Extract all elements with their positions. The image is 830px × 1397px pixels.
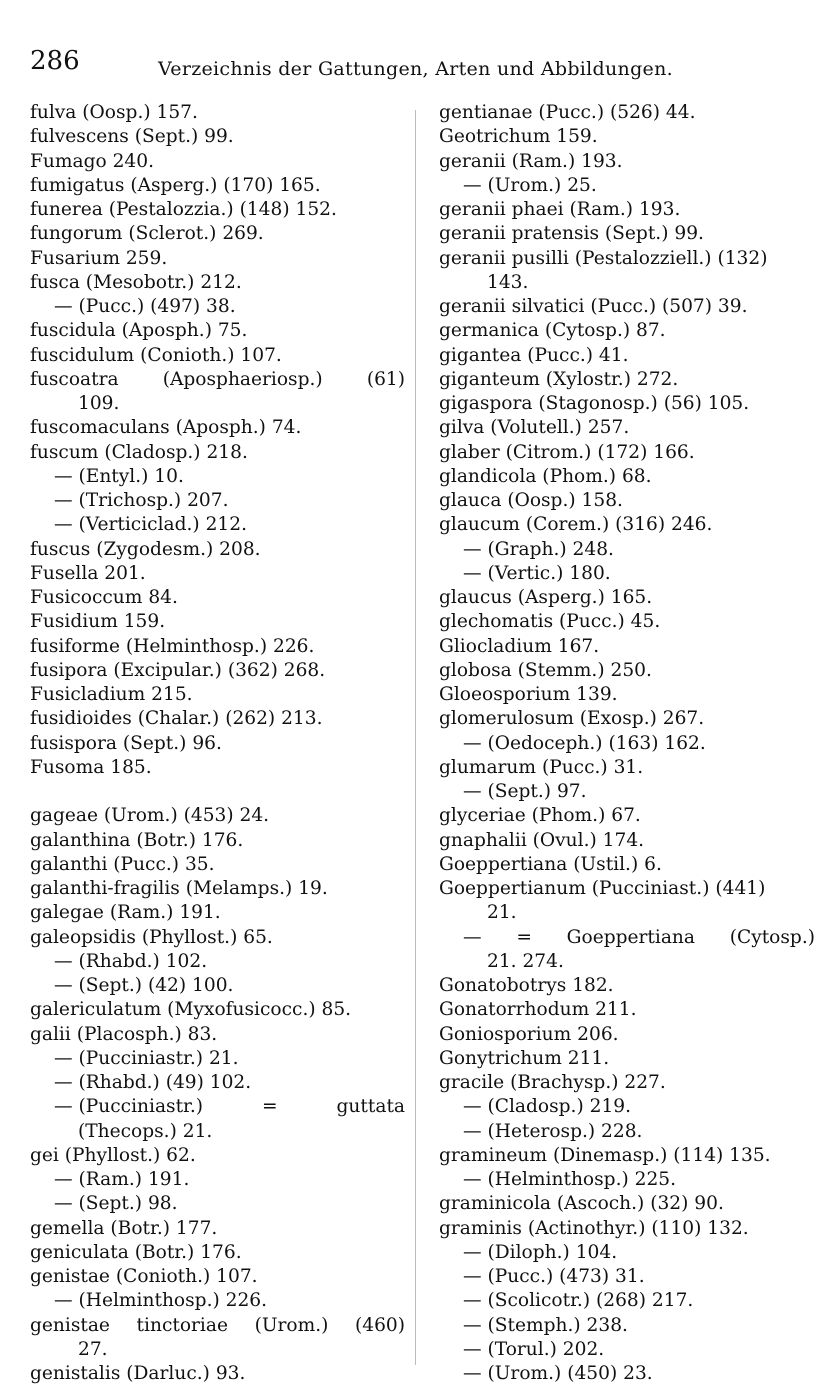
- index-entry: Gonatobotrys 182.: [439, 975, 614, 996]
- index-entry: gnaphalii (Ovul.) 174.: [439, 829, 645, 851]
- index-entry: germanica (Cytosp.) 87.: [439, 320, 666, 342]
- index-entry: galegae (Ram.) 191.: [30, 902, 221, 924]
- index-entry: fusipora (Excipular.) (362) 268.: [30, 659, 326, 681]
- page-number: 286: [30, 46, 80, 76]
- index-entry: glaucus (Asperg.) 165.: [439, 587, 653, 608]
- index-entry-part: genistae: [30, 1314, 110, 1336]
- index-entry: Gonatorrhodum 211.: [439, 999, 637, 1021]
- index-entry: gracile (Brachysp.) 227.: [439, 1072, 666, 1093]
- index-entry: funerea (Pestalozzia.) (148) 152.: [30, 199, 337, 220]
- index-entry: geranii (Ram.) 193.: [439, 150, 623, 172]
- index-entry: glandicola (Phom.) 68.: [439, 465, 652, 487]
- index-entry: (Thecops.) 21.: [78, 1120, 213, 1142]
- index-entry: Goeppertianum (Pucciniast.) (441): [439, 878, 766, 899]
- index-entry-part: —: [463, 926, 482, 948]
- index-entry: [30, 1095, 405, 1119]
- index-entry: geranii pratensis (Sept.) 99.: [439, 223, 704, 245]
- index-entry-part: =: [262, 1096, 278, 1118]
- index-entry: glaucum (Corem.) (316) 246.: [439, 514, 713, 536]
- index-entry: glomerulosum (Exosp.) 267.: [439, 708, 705, 730]
- index-entry: — (Pucc.) (497) 38.: [54, 296, 236, 317]
- index-entry: geranii silvatici (Pucc.) (507) 39.: [439, 296, 748, 317]
- index-entry: fuscum (Cladosp.) 218.: [30, 441, 248, 463]
- index-entry: — (Stemph.) 238.: [463, 1314, 628, 1336]
- index-entry: Geotrichum 159.: [439, 126, 598, 148]
- index-entry: — (Ram.) 191.: [54, 1169, 190, 1190]
- index-entry: — (Pucciniastr.) 21.: [54, 1047, 239, 1069]
- index-entry: glyceriae (Phom.) 67.: [439, 805, 641, 827]
- index-entry: glaber (Citrom.) (172) 166.: [439, 441, 695, 463]
- index-entry: globosa (Stemm.) 250.: [439, 659, 652, 681]
- index-entry-part: — (Pucciniastr.): [54, 1096, 204, 1118]
- column-divider: [415, 110, 416, 1365]
- index-entry: — (Helminthosp.) 226.: [54, 1290, 268, 1312]
- index-entry: galanthi (Pucc.) 35.: [30, 853, 215, 875]
- index-entry-part: (460): [354, 1314, 405, 1336]
- index-entry: 21.: [487, 902, 517, 924]
- index-entry: genistalis (Darluc.) 93.: [30, 1363, 246, 1384]
- index-entry: Fusarium 259.: [30, 247, 168, 269]
- index-entry: — (Helminthosp.) 225.: [463, 1169, 677, 1190]
- index-entry: 21. 274.: [487, 950, 564, 972]
- index-entry: Goeppertiana (Ustil.) 6.: [439, 853, 662, 875]
- index-entry: fungorum (Sclerot.) 269.: [30, 223, 264, 245]
- index-entry: — (Entyl.) 10.: [54, 465, 184, 487]
- index-entry: Fumago 240.: [30, 150, 155, 172]
- index-entry-part: (Urom.): [254, 1314, 329, 1336]
- index-entry: fusidioides (Chalar.) (262) 213.: [30, 708, 323, 730]
- index-entry: galanthi-fragilis (Melamps.) 19.: [30, 878, 328, 899]
- index-entry: — (Rhabd.) (49) 102.: [54, 1072, 252, 1093]
- index-entry: fumigatus (Asperg.) (170) 165.: [30, 174, 321, 196]
- index-entry-part: =: [516, 926, 532, 948]
- index-entry: gemella (Botr.) 177.: [30, 1217, 218, 1239]
- index-entry: glauca (Oosp.) 158.: [439, 490, 623, 511]
- index-entry: gageae (Urom.) (453) 24.: [30, 805, 270, 827]
- index-entry: — (Graph.) 248.: [463, 538, 614, 560]
- index-entry: Gloeosporium 139.: [439, 684, 618, 705]
- index-entry: Fusicladium 215.: [30, 684, 193, 705]
- index-entry: galeopsidis (Phyllost.) 65.: [30, 926, 273, 948]
- index-entry-part: fuscoatra: [30, 368, 119, 390]
- index-entry: geranii phaei (Ram.) 193.: [439, 199, 681, 220]
- index-entry: galericulatum (Myxofusicocc.) 85.: [30, 999, 352, 1021]
- index-entry: gentianae (Pucc.) (526) 44.: [439, 102, 696, 123]
- index-entry: genistae (Conioth.) 107.: [30, 1266, 258, 1287]
- index-entry: gilva (Volutell.) 257.: [439, 417, 630, 439]
- index-entry: gei (Phyllost.) 62.: [30, 1144, 196, 1166]
- index-entry: Fusidium 159.: [30, 611, 166, 633]
- index-entry: fusca (Mesobotr.) 212.: [30, 271, 242, 293]
- index-entry: gramineum (Dinemasp.) (114) 135.: [439, 1144, 771, 1166]
- index-column-left: [30, 101, 405, 1386]
- index-entry: fuscus (Zygodesm.) 208.: [30, 538, 261, 560]
- index-entry: — (Trichosp.) 207.: [54, 490, 229, 511]
- index-entry: fulva (Oosp.) 157.: [30, 102, 198, 123]
- index-entry: [30, 1314, 405, 1338]
- index-entry: — (Rhabd.) 102.: [54, 950, 208, 972]
- index-entry: — (Verticiclad.) 212.: [54, 514, 247, 536]
- index-entry: giganteum (Xylostr.) 272.: [439, 368, 679, 390]
- index-entry: Fusicoccum 84.: [30, 587, 178, 608]
- index-entry: — (Urom.) 25.: [463, 174, 597, 196]
- index-entry: geranii pusilli (Pestalozziell.) (132): [439, 247, 768, 269]
- index-entry: glumarum (Pucc.) 31.: [439, 756, 644, 778]
- page-header: [30, 46, 815, 86]
- index-entry: [30, 780, 405, 804]
- index-entry: — (Sept.) 98.: [54, 1193, 178, 1215]
- index-entry: — (Torul.) 202.: [463, 1338, 605, 1360]
- index-entry: galii (Placosph.) 83.: [30, 1023, 218, 1045]
- index-entry: — (Vertic.) 180.: [463, 562, 611, 584]
- index-entry-part: guttata: [336, 1096, 405, 1118]
- index-entry: 27.: [78, 1338, 108, 1360]
- index-entry: — (Heterosp.) 228.: [463, 1120, 643, 1142]
- index-entry: 109.: [78, 393, 120, 414]
- running-title: Verzeichnis der Gattungen, Arten und Abbildungen.: [158, 58, 673, 80]
- index-entry: Fusoma 185.: [30, 756, 152, 778]
- index-entry: — (Urom.) (450) 23.: [463, 1363, 653, 1384]
- index-entry: [439, 926, 815, 950]
- index-entry: fusiforme (Helminthosp.) 226.: [30, 635, 315, 657]
- index-entry-part: (Aposphaeriosp.): [162, 368, 323, 390]
- index-entry: 143.: [487, 271, 529, 293]
- index-entry: — (Oedoceph.) (163) 162.: [463, 732, 706, 754]
- index-entry: Fusella 201.: [30, 562, 146, 584]
- index-entry: graminicola (Ascoch.) (32) 90.: [439, 1193, 724, 1215]
- index-entry: — (Sept.) 97.: [463, 781, 587, 802]
- index-entry: — (Pucc.) (473) 31.: [463, 1266, 645, 1287]
- index-entry: glechomatis (Pucc.) 45.: [439, 611, 661, 633]
- index-entry: fuscidulum (Conioth.) 107.: [30, 344, 282, 366]
- index-entry-part: (Cytosp.): [729, 926, 815, 948]
- index-column-right: [439, 101, 815, 1386]
- index-entry-part: tinctoriae: [136, 1314, 228, 1336]
- index-entry-part: (61): [366, 368, 405, 390]
- index-entry: — (Sept.) (42) 100.: [54, 975, 234, 996]
- index-entry: — (Diloph.) 104.: [463, 1241, 618, 1263]
- index-entry: gigaspora (Stagonosp.) (56) 105.: [439, 393, 750, 414]
- index-entry: Goniosporium 206.: [439, 1023, 619, 1045]
- index-entry: [30, 368, 405, 392]
- index-entry: fulvescens (Sept.) 99.: [30, 126, 234, 148]
- index-entry: fuscidula (Aposph.) 75.: [30, 320, 248, 342]
- index-entry: fuscomaculans (Aposph.) 74.: [30, 417, 302, 439]
- index-entry: fusispora (Sept.) 96.: [30, 732, 222, 754]
- index-entry: Gliocladium 167.: [439, 635, 600, 657]
- index-entry-part: Goeppertiana: [566, 926, 695, 948]
- index-entry: geniculata (Botr.) 176.: [30, 1241, 242, 1263]
- index-entry: gigantea (Pucc.) 41.: [439, 344, 629, 366]
- index-entry: Gonytrichum 211.: [439, 1047, 610, 1069]
- index-entry: graminis (Actinothyr.) (110) 132.: [439, 1217, 749, 1239]
- index-entry: — (Scolicotr.) (268) 217.: [463, 1290, 694, 1312]
- index-entry: — (Cladosp.) 219.: [463, 1096, 632, 1118]
- index-entry: galanthina (Botr.) 176.: [30, 829, 244, 851]
